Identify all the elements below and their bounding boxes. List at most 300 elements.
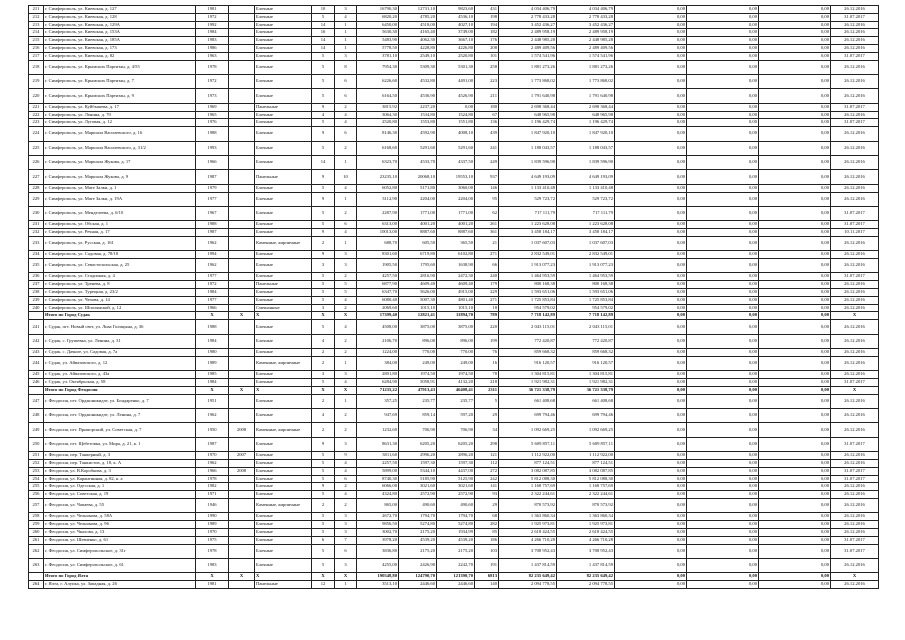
cell-floors: 14 bbox=[312, 37, 335, 45]
cell-year-reconstructed: 2007 bbox=[229, 452, 255, 460]
cell-entrances: 1 bbox=[335, 356, 357, 370]
cell-living-area: 4518,00 bbox=[399, 21, 437, 29]
cell-floors: 14 bbox=[312, 44, 335, 52]
table-row bbox=[29, 379, 879, 387]
cell-residents: 241 bbox=[475, 141, 499, 155]
cell-municipal-cost: 0,00 bbox=[615, 475, 687, 483]
cell-completion-date: 26.12.2016 bbox=[831, 251, 879, 259]
table-row bbox=[29, 289, 879, 297]
cell-completion-date: 31.07.2017 bbox=[831, 379, 879, 387]
cell-regional-fund-cost: 1 037 607,03 bbox=[557, 236, 615, 250]
cell-residential-area: 1974,50 bbox=[437, 371, 475, 379]
cell-living-area: 12821,41 bbox=[399, 312, 437, 320]
cell-regional-fund-cost: 2 322 244,61 bbox=[557, 491, 615, 499]
cell-floors: 4 bbox=[312, 111, 335, 119]
cell-other-cost: 0,00 bbox=[759, 37, 831, 45]
cell-address: г. Симферополь, ул. Киевская, д. 153А bbox=[44, 29, 196, 37]
cell-municipal-cost: 0,00 bbox=[615, 6, 687, 14]
cell-year-built: 1989 bbox=[196, 356, 229, 370]
cell-completion-date: 26.12.2016 bbox=[831, 192, 879, 206]
cell-total-cost: 1 168 757,69 bbox=[499, 483, 557, 491]
cell-address: г. Симферополь, ул. Киевская, д. 82 bbox=[44, 52, 196, 60]
cell-municipal-cost: 0,00 bbox=[615, 60, 687, 74]
table-row bbox=[29, 581, 879, 589]
cell-regional-fund-cost: 661 408,68 bbox=[557, 394, 615, 408]
cell-residential-area: 9823,60 bbox=[437, 6, 475, 14]
table-row bbox=[29, 6, 879, 14]
cell-residents: 85 bbox=[475, 528, 499, 536]
cell-other-cost: 0,00 bbox=[759, 536, 831, 544]
cell-residential-area: 490,60 bbox=[437, 498, 475, 512]
cell-total-cost: 1 304 815,81 bbox=[499, 371, 557, 379]
cell-completion-date: 26.12.2016 bbox=[831, 452, 879, 460]
cell-total-cost: 36 721 338,79 bbox=[499, 386, 557, 394]
cell-residential-area: 3021,60 bbox=[437, 483, 475, 491]
cell-owner-cost: 0,00 bbox=[687, 60, 759, 74]
cell-residential-area: 4008,10 bbox=[437, 127, 475, 141]
cell-wall-material: Панельные bbox=[255, 581, 312, 589]
cell-regional-fund-cost: 1 925 973,81 bbox=[557, 521, 615, 529]
cell-address: г. Феодосия, ул. Симферопольское, д. 61 bbox=[44, 558, 196, 572]
cell-entrances: 6 bbox=[335, 127, 357, 141]
cell-year-built: 1966 bbox=[196, 467, 229, 475]
table-row bbox=[29, 111, 879, 119]
cell-residents: 229 bbox=[475, 289, 499, 297]
cell-address: г. Феодосия, пгт. Орджоникидзе, ул. Бондаренко, д. 7 bbox=[44, 394, 196, 408]
cell-other-cost: 0,00 bbox=[759, 60, 831, 74]
cell-row-number: 259 bbox=[29, 521, 44, 529]
cell-wall-material: Каменные, кирпичные bbox=[255, 236, 312, 250]
cell-municipal-cost: 0,00 bbox=[615, 452, 687, 460]
cell-wall-material: Блочные bbox=[255, 29, 312, 37]
cell-owner-cost: 0,00 bbox=[687, 312, 759, 320]
cell-total-area: 2069,60 bbox=[357, 304, 399, 312]
cell-entrances: 6 bbox=[335, 74, 357, 88]
cell-address: г. Симферополь, ул. Маршала Жукова, д. 17 bbox=[44, 155, 196, 169]
cell-other-cost: 0,00 bbox=[759, 289, 831, 297]
cell-year-reconstructed bbox=[229, 141, 255, 155]
cell-regional-fund-cost: 2 448 985,28 bbox=[557, 37, 615, 45]
cell-completion-date: 31.07.2017 bbox=[831, 536, 879, 544]
cell-year-reconstructed bbox=[229, 29, 255, 37]
cell-total-area: 3064,30 bbox=[357, 111, 399, 119]
cell-total-area: 7954,30 bbox=[357, 60, 399, 74]
cell-address: г. Ялта, г. Алупка, ул. Западная, д. 26 bbox=[44, 581, 196, 589]
cell-year-built: 1984 bbox=[196, 289, 229, 297]
cell-total-area: 6168,60 bbox=[357, 141, 399, 155]
cell-completion-date: 26.12.2016 bbox=[831, 394, 879, 408]
cell-floors: 5 bbox=[312, 221, 335, 229]
table-row bbox=[29, 60, 879, 74]
cell-address: г. Симферополь, ул. Киевская, д. 127 bbox=[44, 6, 196, 14]
cell-entrances: 7 bbox=[335, 536, 357, 544]
cell-residents: 198 bbox=[475, 13, 499, 21]
cell-municipal-cost: 0,00 bbox=[615, 289, 687, 297]
cell-residents: 199 bbox=[475, 334, 499, 348]
cell-residential-area: 4801,40 bbox=[437, 296, 475, 304]
cell-owner-cost: 0,00 bbox=[687, 192, 759, 206]
cell-address: г. Симферополь, ул. Обская, д. 1 bbox=[44, 221, 196, 229]
cell-year-reconstructed: 2008 bbox=[229, 423, 255, 437]
cell-entrances: 3 bbox=[335, 259, 357, 273]
cell-row-number: 264 bbox=[29, 581, 44, 589]
cell-address: г. Симферополь, ул. Маршала Василевского, д. 16 bbox=[44, 127, 196, 141]
cell-living-area: 1597,30 bbox=[399, 459, 437, 467]
cell-year-reconstructed bbox=[229, 320, 255, 334]
cell-other-cost: 0,00 bbox=[759, 127, 831, 141]
cell-residential-area: 1934,99 bbox=[437, 528, 475, 536]
cell-total-area: 2801,80 bbox=[357, 371, 399, 379]
cell-regional-fund-cost: 3 458 184,17 bbox=[557, 229, 615, 237]
cell-total-area: 6877,90 bbox=[357, 281, 399, 289]
cell-year-built: 1983 bbox=[196, 558, 229, 572]
cell-completion-date: 26.12.2016 bbox=[831, 498, 879, 512]
cell-regional-fund-cost: 877 124,51 bbox=[557, 459, 615, 467]
cell-other-cost: 0,00 bbox=[759, 170, 831, 184]
cell-row-number: 260 bbox=[29, 528, 44, 536]
table-row bbox=[29, 558, 879, 572]
cell-entrances: 6 bbox=[335, 475, 357, 483]
cell-row-number: 219 bbox=[29, 74, 44, 88]
cell-address: г. Симферополь, ул. Киевская, д. 173 bbox=[44, 44, 196, 52]
cell-wall-material: Блочные bbox=[255, 408, 312, 422]
cell-other-cost: 0,00 bbox=[759, 379, 831, 387]
cell-year-built: 1985 bbox=[196, 371, 229, 379]
cell-floors: 3 bbox=[312, 371, 335, 379]
cell-completion-date: 26.12.2016 bbox=[831, 408, 879, 422]
cell-row-number: 234 bbox=[29, 251, 44, 259]
cell-regional-fund-cost: 1 593 651,06 bbox=[557, 289, 615, 297]
cell-wall-material: Блочные bbox=[255, 221, 312, 229]
table-row bbox=[29, 141, 879, 155]
cell-other-cost: 0,00 bbox=[759, 356, 831, 370]
cell-completion-date: 26.12.2016 bbox=[831, 281, 879, 289]
cell-total-area: 5630,30 bbox=[357, 29, 399, 37]
cell-living-area: 4592,90 bbox=[399, 127, 437, 141]
cell-living-area: 5309,30 bbox=[399, 60, 437, 74]
cell-residential-area: 770,00 bbox=[437, 349, 475, 357]
cell-living-area: 5171,80 bbox=[399, 184, 437, 192]
table-row bbox=[29, 394, 879, 408]
cell-living-area: 4228,80 bbox=[399, 44, 437, 52]
cell-year-built: 1990 bbox=[196, 513, 229, 521]
cell-row-number: 226 bbox=[29, 155, 44, 169]
cell-other-cost: 0,00 bbox=[759, 229, 831, 237]
cell-other-cost: 0,00 bbox=[759, 513, 831, 521]
cell-wall-material: Блочные bbox=[255, 320, 312, 334]
cell-residential-area: 235,77 bbox=[437, 394, 475, 408]
cell-row-number: 233 bbox=[29, 236, 44, 250]
cell-owner-cost: 0,00 bbox=[687, 544, 759, 558]
cell-total-cost: 2 778 433,28 bbox=[499, 13, 557, 21]
cell-residential-area: 1524,80 bbox=[437, 111, 475, 119]
table-row bbox=[29, 483, 879, 491]
cell-wall-material: Блочные bbox=[255, 44, 312, 52]
cell-entrances: 3 bbox=[335, 528, 357, 536]
cell-other-cost: 0,00 bbox=[759, 111, 831, 119]
cell-owner-cost: 0,00 bbox=[687, 184, 759, 192]
cell-total-area: 688,70 bbox=[357, 236, 399, 250]
cell-address: г. Феодосия, ул. Чапаева, д. 55 bbox=[44, 498, 196, 512]
cell-other-cost: 0,00 bbox=[759, 259, 831, 273]
cell-total-cost: 1 925 973,81 bbox=[499, 521, 557, 529]
cell-living-area: 4001,20 bbox=[399, 221, 437, 229]
cell-address: г. Феодосия, ул. Советская, д. 19 bbox=[44, 491, 196, 499]
cell-total-area: 3815,92 bbox=[357, 103, 399, 111]
cell-entrances: 1 bbox=[335, 29, 357, 37]
cell-year-reconstructed bbox=[229, 251, 255, 259]
cell-year-reconstructed bbox=[229, 206, 255, 220]
cell-floors: 9 bbox=[312, 483, 335, 491]
cell-municipal-cost: 0,00 bbox=[615, 259, 687, 273]
cell-residents: 240 bbox=[475, 273, 499, 281]
cell-row-number: 240 bbox=[29, 304, 44, 312]
cell-floors: 5 bbox=[312, 206, 335, 220]
cell-year-reconstructed bbox=[229, 236, 255, 250]
cell-floors: 5 bbox=[312, 467, 335, 475]
table-row bbox=[29, 491, 879, 499]
cell-living-area: 20068,10 bbox=[399, 170, 437, 184]
cell-row-number: 237 bbox=[29, 281, 44, 289]
cell-completion-date: 26.12.2016 bbox=[831, 528, 879, 536]
cell-owner-cost: 0,00 bbox=[687, 119, 759, 127]
cell-residential-area: 249,00 bbox=[437, 356, 475, 370]
cell-floors: 5 bbox=[312, 513, 335, 521]
cell-completion-date: 31.07.2017 bbox=[831, 221, 879, 229]
cell-year-reconstructed: X bbox=[229, 573, 255, 581]
cell-owner-cost: 0,00 bbox=[687, 320, 759, 334]
cell-completion-date: 26.12.2016 bbox=[831, 423, 879, 437]
cell-completion-date: 26.12.2016 bbox=[831, 141, 879, 155]
cell-wall-material: Блочные bbox=[255, 37, 312, 45]
cell-total-area: 8631,30 bbox=[357, 437, 399, 451]
cell-residential-area: 1551,80 bbox=[437, 119, 475, 127]
cell-municipal-cost: 0,00 bbox=[615, 184, 687, 192]
cell-residents: 211 bbox=[475, 89, 499, 103]
cell-entrances: 6 bbox=[335, 221, 357, 229]
cell-entrances: 1 bbox=[335, 581, 357, 589]
cell-other-cost: 0,00 bbox=[759, 312, 831, 320]
cell-completion-date: 26.12.2016 bbox=[831, 60, 879, 74]
cell-year-built: 1982 bbox=[196, 483, 229, 491]
cell-owner-cost: 0,00 bbox=[687, 21, 759, 29]
cell-living-area: 4536,90 bbox=[399, 89, 437, 103]
cell-owner-cost: 0,00 bbox=[687, 103, 759, 111]
cell-regional-fund-cost: 529 723,72 bbox=[557, 192, 615, 206]
cell-floors: 5 bbox=[312, 119, 335, 127]
cell-entrances: 2 bbox=[335, 408, 357, 422]
cell-other-cost: 0,00 bbox=[759, 544, 831, 558]
table-row bbox=[29, 127, 879, 141]
cell-living-area: 4539,20 bbox=[399, 536, 437, 544]
cell-row-number: 236 bbox=[29, 273, 44, 281]
cell-owner-cost: 0,00 bbox=[687, 459, 759, 467]
cell-regional-fund-cost: 772 420,87 bbox=[557, 334, 615, 348]
cell-address: г. Симферополь, ул. Киевская, д. 129А bbox=[44, 21, 196, 29]
cell-year-reconstructed bbox=[229, 74, 255, 88]
cell-total-cost: 4 649 193,09 bbox=[499, 170, 557, 184]
cell-residents: 103 bbox=[475, 544, 499, 558]
table-row bbox=[29, 52, 879, 60]
cell-total-cost: 5 609 857,11 bbox=[499, 437, 557, 451]
cell-residential-area: 1638,90 bbox=[437, 259, 475, 273]
cell-residents: 67 bbox=[475, 111, 499, 119]
cell-living-area: 2446,60 bbox=[399, 581, 437, 589]
cell-floors: 5 bbox=[312, 528, 335, 536]
cell-year-reconstructed bbox=[229, 379, 255, 387]
cell-municipal-cost: 0,00 bbox=[615, 371, 687, 379]
cell-residential-area: 2472,30 bbox=[437, 273, 475, 281]
cell-living-area: 249,00 bbox=[399, 356, 437, 370]
cell-entrances: 2 bbox=[335, 141, 357, 155]
cell-total-area: 8301,60 bbox=[357, 251, 399, 259]
cell-year-built: 1965 bbox=[196, 111, 229, 119]
table-row bbox=[29, 273, 879, 281]
cell-total-area: 2672,70 bbox=[357, 513, 399, 521]
cell-year-reconstructed: X bbox=[229, 312, 255, 320]
cell-municipal-cost: 0,00 bbox=[615, 528, 687, 536]
cell-entrances: X bbox=[335, 573, 357, 581]
cell-year-built: 1963 bbox=[196, 52, 229, 60]
cell-row-number: 239 bbox=[29, 296, 44, 304]
cell-year-built: 1971 bbox=[196, 491, 229, 499]
cell-floors: 5 bbox=[312, 13, 335, 21]
cell-total-cost: 1 881 273,26 bbox=[499, 60, 557, 74]
cell-regional-fund-cost: 2 698 368,44 bbox=[557, 103, 615, 111]
cell-other-cost: 0,00 bbox=[759, 155, 831, 169]
cell-total-cost: 859 668,32 bbox=[499, 349, 557, 357]
cell-regional-fund-cost: 717 111,79 bbox=[557, 206, 615, 220]
cell-living-area: 4533,70 bbox=[399, 155, 437, 169]
table-row bbox=[29, 349, 879, 357]
cell-completion-date: 26.12.2016 bbox=[831, 334, 879, 348]
cell-owner-cost: 0,00 bbox=[687, 386, 759, 394]
cell-municipal-cost: 0,00 bbox=[615, 423, 687, 437]
cell-entrances: 3 bbox=[335, 513, 357, 521]
cell-living-area: 5626,00 bbox=[399, 289, 437, 297]
cell-floors: 5 bbox=[312, 289, 335, 297]
cell-residents: 180 bbox=[475, 103, 499, 111]
cell-regional-fund-cost: 1 921 982,31 bbox=[557, 379, 615, 387]
cell-completion-date: 26.12.2016 bbox=[831, 170, 879, 184]
cell-floors: 5 bbox=[312, 60, 335, 74]
cell-living-area: 2237,20 bbox=[399, 103, 437, 111]
cell-address: г. Судак, ул. Октябрьская, д. 58 bbox=[44, 379, 196, 387]
cell-residential-area: 4337,50 bbox=[437, 155, 475, 169]
cell-residential-area: 5274,80 bbox=[437, 521, 475, 529]
cell-wall-material: X bbox=[255, 573, 312, 581]
cell-total-area: 3811,60 bbox=[357, 452, 399, 460]
table-row bbox=[29, 184, 879, 192]
cell-year-reconstructed bbox=[229, 229, 255, 237]
cell-regional-fund-cost: 648 965,98 bbox=[557, 111, 615, 119]
cell-living-area: 5274,80 bbox=[399, 521, 437, 529]
table-row bbox=[29, 170, 879, 184]
cell-living-area: 8887,60 bbox=[399, 229, 437, 237]
cell-total-area: 6164,50 bbox=[357, 89, 399, 103]
cell-residents: 21 bbox=[475, 236, 499, 250]
cell-year-reconstructed bbox=[229, 89, 255, 103]
cell-year-built: X bbox=[196, 312, 229, 320]
cell-municipal-cost: 0,00 bbox=[615, 491, 687, 499]
cell-owner-cost: 0,00 bbox=[687, 408, 759, 422]
cell-regional-fund-cost: 954 579,02 bbox=[557, 304, 615, 312]
cell-regional-fund-cost: 1 133 410,48 bbox=[557, 184, 615, 192]
cell-owner-cost: 0,00 bbox=[687, 289, 759, 297]
cell-row-number: 246 bbox=[29, 379, 44, 387]
cell-year-built: 1977 bbox=[196, 296, 229, 304]
cell-floors: 5 bbox=[312, 452, 335, 460]
cell-wall-material: Блочные bbox=[255, 74, 312, 88]
cell-floors: 5 bbox=[312, 320, 335, 334]
cell-row-number: 247 bbox=[29, 394, 44, 408]
cell-owner-cost: 0,00 bbox=[687, 170, 759, 184]
cell-year-built: 1972 bbox=[196, 281, 229, 289]
cell-year-built: 1984 bbox=[196, 379, 229, 387]
cell-owner-cost: 0,00 bbox=[687, 356, 759, 370]
cell-total-area: 6226,60 bbox=[357, 74, 399, 88]
cell-residents: 242 bbox=[475, 475, 499, 483]
cell-row-number: 241 bbox=[29, 320, 44, 334]
cell-municipal-cost: 0,00 bbox=[615, 379, 687, 387]
cell-wall-material: Блочные bbox=[255, 491, 312, 499]
cell-residents: 431 bbox=[475, 6, 499, 14]
table-subtotal-row bbox=[29, 312, 879, 320]
cell-year-built: 1972 bbox=[196, 13, 229, 21]
cell-total-area: 2257,50 bbox=[357, 459, 399, 467]
cell-residents: 258 bbox=[475, 60, 499, 74]
cell-floors: 2 bbox=[312, 349, 335, 357]
cell-wall-material: Блочные bbox=[255, 528, 312, 536]
cell-owner-cost: 0,00 bbox=[687, 513, 759, 521]
cell-row-number: 249 bbox=[29, 423, 44, 437]
cell-owner-cost: 0,00 bbox=[687, 29, 759, 37]
cell-residents: 29 bbox=[475, 498, 499, 512]
cell-total-cost: 1 921 982,31 bbox=[499, 379, 557, 387]
cell-entrances: 1 bbox=[335, 21, 357, 29]
cell-municipal-cost: 0,00 bbox=[615, 236, 687, 250]
cell-residential-area: 2896,20 bbox=[437, 452, 475, 460]
cell-owner-cost: 0,00 bbox=[687, 304, 759, 312]
cell-total-cost: 2 489 409,56 bbox=[499, 44, 557, 52]
cell-residents: 95 bbox=[475, 192, 499, 206]
cell-municipal-cost: 0,00 bbox=[615, 296, 687, 304]
cell-residential-area: 597,20 bbox=[437, 408, 475, 422]
cell-owner-cost: 0,00 bbox=[687, 467, 759, 475]
cell-year-reconstructed bbox=[229, 349, 255, 357]
cell-other-cost: 0,00 bbox=[759, 483, 831, 491]
cell-municipal-cost: 0,00 bbox=[615, 52, 687, 60]
cell-row-number: 235 bbox=[29, 259, 44, 273]
cell-year-reconstructed bbox=[229, 192, 255, 206]
cell-completion-date: 26.12.2016 bbox=[831, 111, 879, 119]
cell-other-cost: 0,00 bbox=[759, 52, 831, 60]
cell-total-cost: 870 573,92 bbox=[499, 498, 557, 512]
cell-year-built: 1950 bbox=[196, 423, 229, 437]
cell-residential-area: 1597,30 bbox=[437, 459, 475, 467]
cell-living-area: 1795,60 bbox=[399, 259, 437, 273]
cell-other-cost: 0,00 bbox=[759, 334, 831, 348]
cell-total-area: 357,25 bbox=[357, 394, 399, 408]
cell-row-number: 230 bbox=[29, 206, 44, 220]
cell-residential-area: 4526,90 bbox=[437, 89, 475, 103]
cell-row-number: 263 bbox=[29, 558, 44, 572]
cell-residential-area: 3749,00 bbox=[437, 29, 475, 37]
cell-floors: 3 bbox=[312, 259, 335, 273]
cell-total-area: 17399,40 bbox=[357, 312, 399, 320]
cell-owner-cost: 0,00 bbox=[687, 349, 759, 357]
cell-floors: 5 bbox=[312, 544, 335, 558]
